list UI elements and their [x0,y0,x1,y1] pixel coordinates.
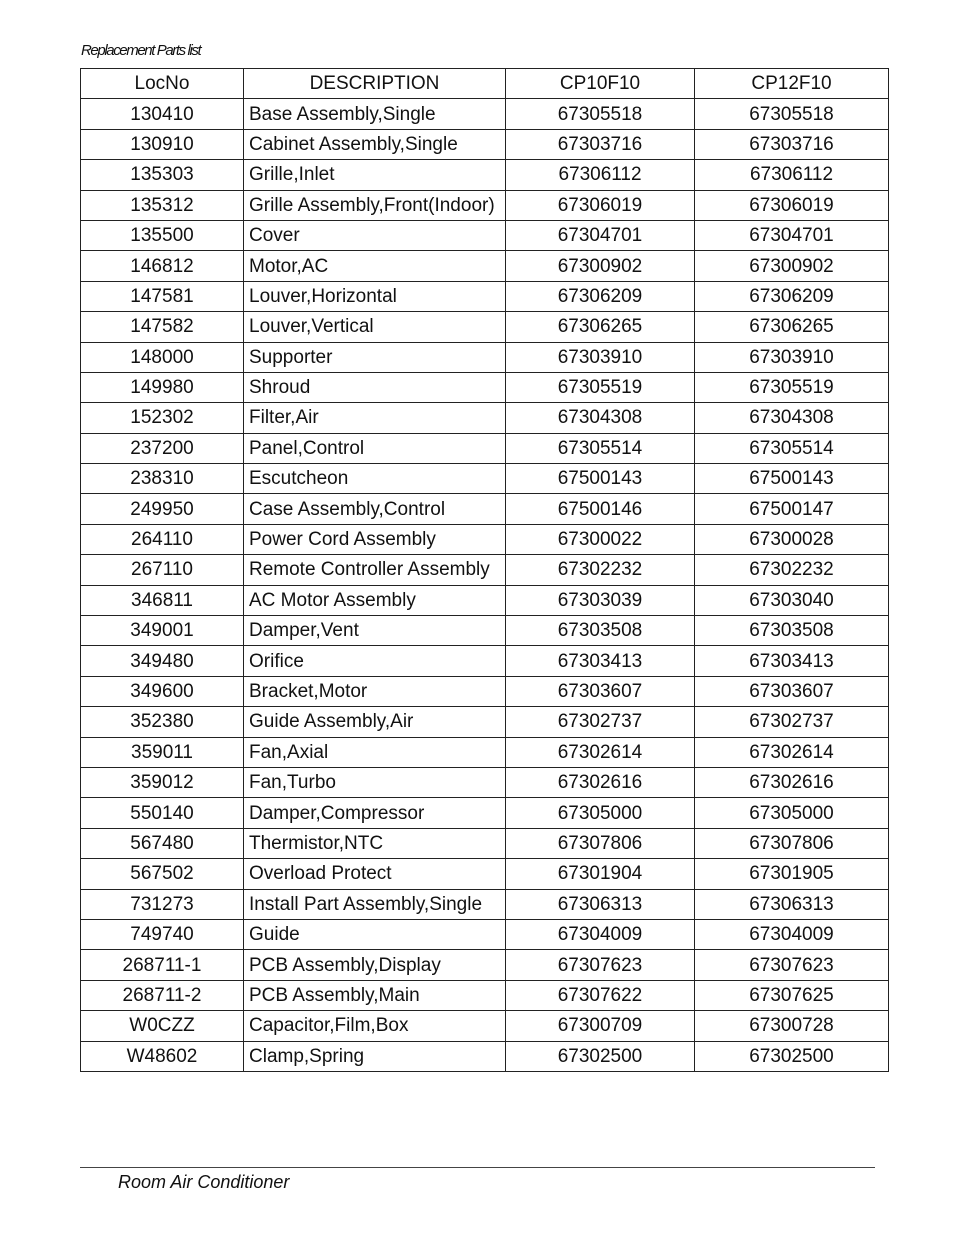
cell-description: Grille Assembly,Front(Indoor) [244,190,506,220]
table-row [81,494,889,524]
cell-description: Thermistor,NTC [244,828,506,858]
cell-description: Cabinet Assembly,Single [244,129,506,159]
cell-cp10f10: 67300022 [506,524,695,554]
table-row [81,585,889,615]
table-row [81,220,889,250]
cell-locno: 147581 [81,281,244,311]
table-row [81,707,889,737]
cell-locno: 359011 [81,737,244,767]
cell-cp12f10: 67307806 [695,828,889,858]
cell-description: Motor,AC [244,251,506,281]
footer-divider [80,1167,875,1168]
cell-cp10f10: 67307806 [506,828,695,858]
cell-description: Louver,Vertical [244,312,506,342]
table-row [81,403,889,433]
cell-locno: 267110 [81,555,244,585]
cell-cp12f10: 67304308 [695,403,889,433]
table-row [81,190,889,220]
cell-cp10f10: 67307623 [506,950,695,980]
cell-locno: 349001 [81,616,244,646]
cell-locno: 352380 [81,707,244,737]
cell-cp10f10: 67306019 [506,190,695,220]
table-row [81,372,889,402]
cell-cp12f10: 67303716 [695,129,889,159]
cell-locno: 130410 [81,99,244,129]
cell-description: Guide Assembly,Air [244,707,506,737]
cell-locno: 135500 [81,220,244,250]
cell-cp10f10: 67300902 [506,251,695,281]
cell-cp10f10: 67500146 [506,494,695,524]
table-row [81,129,889,159]
cell-cp12f10: 67303040 [695,585,889,615]
cell-locno: 148000 [81,342,244,372]
cell-cp12f10: 67306019 [695,190,889,220]
table-row [81,1041,889,1071]
cell-locno: 135303 [81,160,244,190]
cell-locno: 550140 [81,798,244,828]
table-row [81,312,889,342]
cell-locno: 135312 [81,190,244,220]
table-row [81,281,889,311]
cell-locno: 749740 [81,919,244,949]
cell-cp10f10: 67303508 [506,616,695,646]
cell-cp10f10: 67300709 [506,1011,695,1041]
cell-cp10f10: 67305000 [506,798,695,828]
cell-cp10f10: 67302232 [506,555,695,585]
table-row [81,433,889,463]
cell-cp10f10: 67304308 [506,403,695,433]
cell-cp12f10: 67500143 [695,464,889,494]
table-row [81,798,889,828]
cell-locno: 238310 [81,464,244,494]
cell-description: Overload Protect [244,859,506,889]
table-row [81,828,889,858]
page-header-title: Replacement Parts list [81,42,201,59]
table-row [81,676,889,706]
cell-description: Filter,Air [244,403,506,433]
cell-description: Power Cord Assembly [244,524,506,554]
cell-description: PCB Assembly,Display [244,950,506,980]
cell-locno: W0CZZ [81,1011,244,1041]
column-header-description: DESCRIPTION [244,69,506,99]
cell-cp10f10: 67306209 [506,281,695,311]
cell-cp12f10: 67306313 [695,889,889,919]
cell-locno: 268711-1 [81,950,244,980]
cell-cp12f10: 67304009 [695,919,889,949]
cell-description: Orifice [244,646,506,676]
table-row [81,737,889,767]
cell-cp12f10: 67303508 [695,616,889,646]
parts-table [80,68,889,1072]
cell-cp12f10: 67305000 [695,798,889,828]
cell-cp12f10: 67301905 [695,859,889,889]
table-row [81,251,889,281]
cell-cp10f10: 67303413 [506,646,695,676]
cell-cp12f10: 67305518 [695,99,889,129]
cell-locno: 731273 [81,889,244,919]
table-row [81,1011,889,1041]
cell-cp10f10: 67305514 [506,433,695,463]
cell-cp10f10: 67303910 [506,342,695,372]
cell-locno: 130910 [81,129,244,159]
cell-description: Remote Controller Assembly [244,555,506,585]
table-row [81,160,889,190]
cell-cp12f10: 67302737 [695,707,889,737]
cell-description: Supporter [244,342,506,372]
cell-description: Capacitor,Film,Box [244,1011,506,1041]
cell-cp12f10: 67302500 [695,1041,889,1071]
footer-title: Room Air Conditioner [118,1172,290,1192]
cell-locno: 146812 [81,251,244,281]
table-row [81,646,889,676]
table-row [81,524,889,554]
cell-description: Louver,Horizontal [244,281,506,311]
cell-cp10f10: 67304009 [506,919,695,949]
cell-description: Fan,Axial [244,737,506,767]
table-row [81,767,889,797]
cell-locno: 349480 [81,646,244,676]
cell-locno: 237200 [81,433,244,463]
cell-description: Clamp,Spring [244,1041,506,1071]
cell-cp12f10: 67302614 [695,737,889,767]
cell-cp12f10: 67306209 [695,281,889,311]
cell-cp10f10: 67301904 [506,859,695,889]
cell-cp12f10: 67303607 [695,676,889,706]
cell-locno: 264110 [81,524,244,554]
cell-cp12f10: 67307623 [695,950,889,980]
cell-cp10f10: 67303039 [506,585,695,615]
table-row [81,950,889,980]
table-row [81,555,889,585]
cell-description: Bracket,Motor [244,676,506,706]
cell-locno: 359012 [81,767,244,797]
cell-description: Escutcheon [244,464,506,494]
table-row [81,919,889,949]
cell-cp10f10: 67303716 [506,129,695,159]
cell-cp10f10: 67305519 [506,372,695,402]
cell-description: Guide [244,919,506,949]
cell-cp12f10: 67300028 [695,524,889,554]
table-row [81,889,889,919]
cell-cp10f10: 67302737 [506,707,695,737]
cell-description: Install Part Assembly,Single [244,889,506,919]
cell-cp10f10: 67302616 [506,767,695,797]
cell-cp10f10: 67500143 [506,464,695,494]
cell-cp12f10: 67305519 [695,372,889,402]
cell-cp12f10: 67302616 [695,767,889,797]
cell-description: PCB Assembly,Main [244,980,506,1010]
cell-description: Panel,Control [244,433,506,463]
column-header-locno: LocNo [81,69,244,99]
cell-cp12f10: 67500147 [695,494,889,524]
cell-locno: 268711-2 [81,980,244,1010]
cell-description: AC Motor Assembly [244,585,506,615]
cell-cp10f10: 67305518 [506,99,695,129]
cell-description: Damper,Compressor [244,798,506,828]
column-header-cp10f10: CP10F10 [506,69,695,99]
cell-locno: 152302 [81,403,244,433]
column-header-cp12f10: CP12F10 [695,69,889,99]
cell-cp10f10: 67306265 [506,312,695,342]
cell-cp12f10: 67306265 [695,312,889,342]
cell-cp12f10: 67300902 [695,251,889,281]
parts-table-body [81,99,889,1072]
cell-cp10f10: 67302500 [506,1041,695,1071]
cell-cp10f10: 67306313 [506,889,695,919]
cell-cp10f10: 67302614 [506,737,695,767]
cell-cp10f10: 67303607 [506,676,695,706]
cell-cp12f10: 67305514 [695,433,889,463]
cell-cp12f10: 67302232 [695,555,889,585]
cell-description: Fan,Turbo [244,767,506,797]
table-row [81,342,889,372]
table-row [81,859,889,889]
cell-cp12f10: 67300728 [695,1011,889,1041]
cell-locno: 147582 [81,312,244,342]
table-header-row [81,69,889,99]
cell-description: Damper,Vent [244,616,506,646]
cell-locno: 249950 [81,494,244,524]
cell-locno: 349600 [81,676,244,706]
cell-description: Base Assembly,Single [244,99,506,129]
cell-cp10f10: 67307622 [506,980,695,1010]
cell-cp12f10: 67303910 [695,342,889,372]
cell-cp10f10: 67304701 [506,220,695,250]
table-row [81,980,889,1010]
cell-cp12f10: 67303413 [695,646,889,676]
cell-description: Shroud [244,372,506,402]
cell-locno: 567480 [81,828,244,858]
cell-description: Case Assembly,Control [244,494,506,524]
table-row [81,616,889,646]
table-row [81,99,889,129]
cell-locno: W48602 [81,1041,244,1071]
cell-locno: 346811 [81,585,244,615]
table-row [81,464,889,494]
cell-cp12f10: 67307625 [695,980,889,1010]
cell-cp12f10: 67304701 [695,220,889,250]
cell-description: Cover [244,220,506,250]
cell-locno: 149980 [81,372,244,402]
cell-description: Grille,Inlet [244,160,506,190]
cell-cp10f10: 67306112 [506,160,695,190]
cell-cp12f10: 67306112 [695,160,889,190]
cell-locno: 567502 [81,859,244,889]
